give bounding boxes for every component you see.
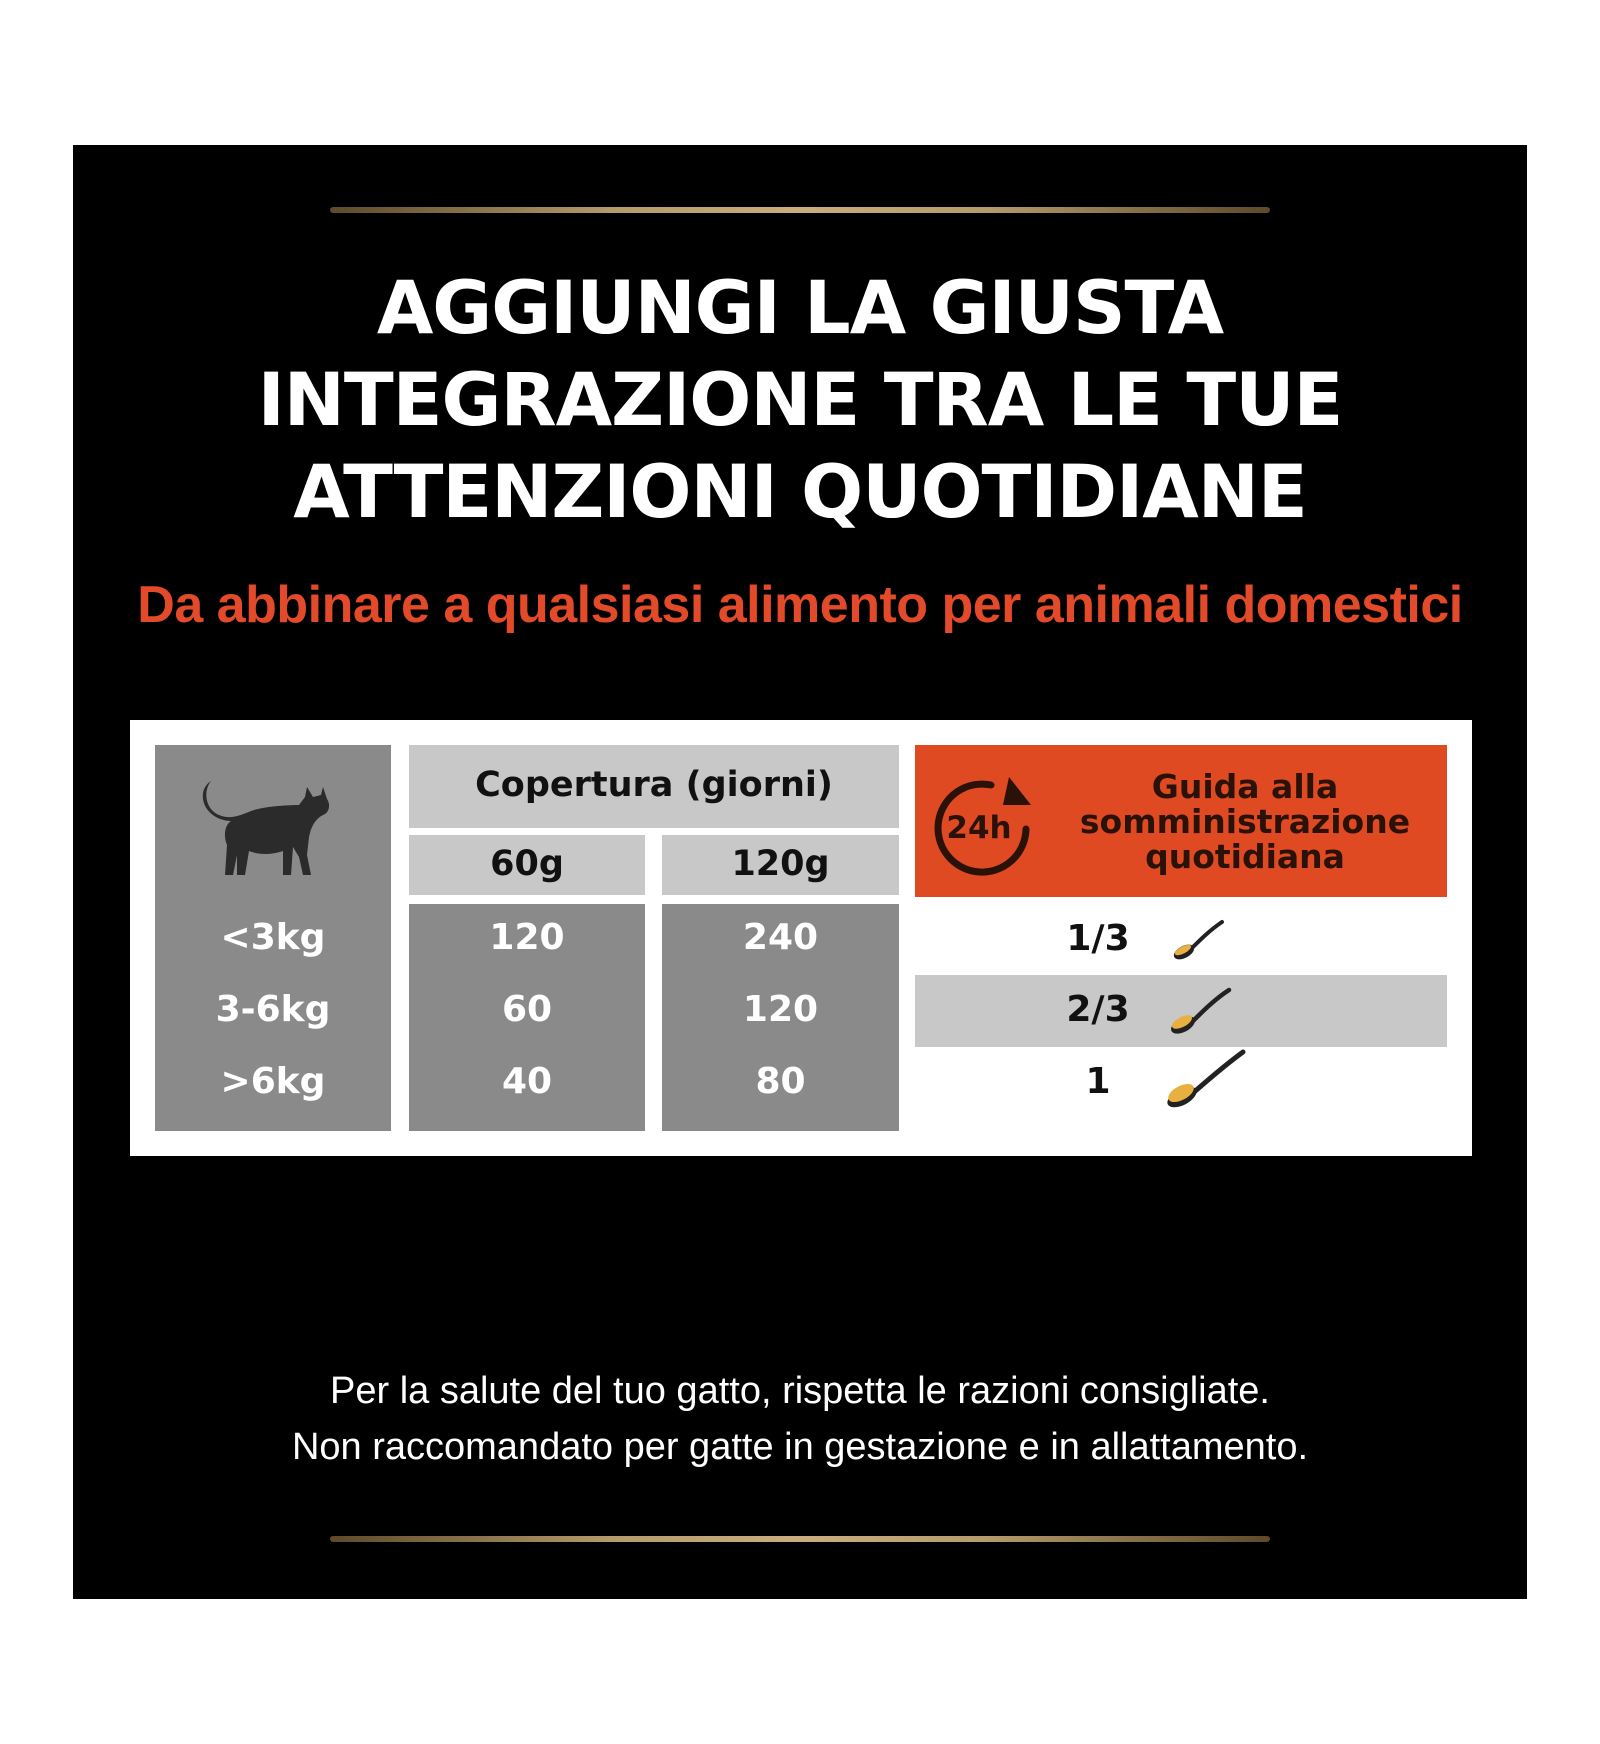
weight-row-2: 3-6kg xyxy=(215,989,331,1030)
24h-clock-icon xyxy=(929,771,1039,881)
pack-header-120g xyxy=(662,835,899,895)
coverage-header-label: Copertura (giorni) xyxy=(475,765,833,805)
pack-size-60g: 60g xyxy=(490,844,564,884)
gold-divider-top xyxy=(330,207,1270,213)
days-120g-row-1: 240 xyxy=(742,917,819,958)
daily-guide-header xyxy=(915,745,1447,897)
spoon-icon xyxy=(1163,1047,1247,1111)
dose-row-2 xyxy=(915,975,1447,1047)
weight-column xyxy=(155,745,391,1131)
gold-divider-bottom xyxy=(330,1536,1270,1542)
weight-row-3: >6kg xyxy=(220,1061,326,1102)
daily-guide-title-line-1: Guida alla xyxy=(1151,767,1339,806)
daily-guide-title-line-3: quotidiana xyxy=(1145,837,1345,876)
daily-guide-title xyxy=(1055,769,1435,874)
clock-label: 24h xyxy=(946,810,1012,846)
weight-row-1: <3kg xyxy=(220,917,326,958)
cat-silhouette-icon xyxy=(197,775,337,885)
column-60g xyxy=(409,904,645,1131)
days-120g-row-2: 120 xyxy=(742,989,819,1030)
promo-panel xyxy=(73,145,1527,1599)
coverage-header xyxy=(409,745,899,828)
days-60g-row-1: 120 xyxy=(489,917,565,958)
headline-line-3: ATTENZIONI QUOTIDIANE xyxy=(293,450,1307,535)
footer-line-2: Non raccomandato per gatte in gestazione e in allattamento. xyxy=(291,1426,1309,1468)
dose-row-1 xyxy=(915,904,1447,976)
spoon-icon xyxy=(1167,985,1233,1037)
footer-line-1: Per la salute del tuo gatto, rispetta le razioni consigliate. xyxy=(330,1370,1270,1412)
spoon-icon xyxy=(1170,918,1226,962)
dose-row-3 xyxy=(915,1047,1447,1119)
column-120g xyxy=(662,904,899,1131)
feeding-table xyxy=(130,720,1472,1156)
days-120g-row-3: 80 xyxy=(755,1061,806,1102)
footer-note xyxy=(73,1363,1527,1475)
pack-size-120g: 120g xyxy=(731,844,830,884)
headline-line-2: INTEGRAZIONE TRA LE TUE xyxy=(257,358,1343,443)
dose-value-2: 2/3 xyxy=(1066,989,1130,1030)
headline xyxy=(73,263,1527,539)
subheadline: Da abbinare a qualsiasi alimento per animali domestici xyxy=(137,576,1463,634)
daily-guide-title-line-2: somministrazione xyxy=(1079,802,1411,841)
days-60g-row-2: 60 xyxy=(501,989,553,1030)
dose-value-3: 1 xyxy=(1085,1061,1111,1102)
pack-header-60g xyxy=(409,835,645,895)
days-60g-row-3: 40 xyxy=(501,1061,553,1102)
headline-line-1: AGGIUNGI LA GIUSTA xyxy=(376,266,1224,351)
dose-value-1: 1/3 xyxy=(1066,918,1130,959)
